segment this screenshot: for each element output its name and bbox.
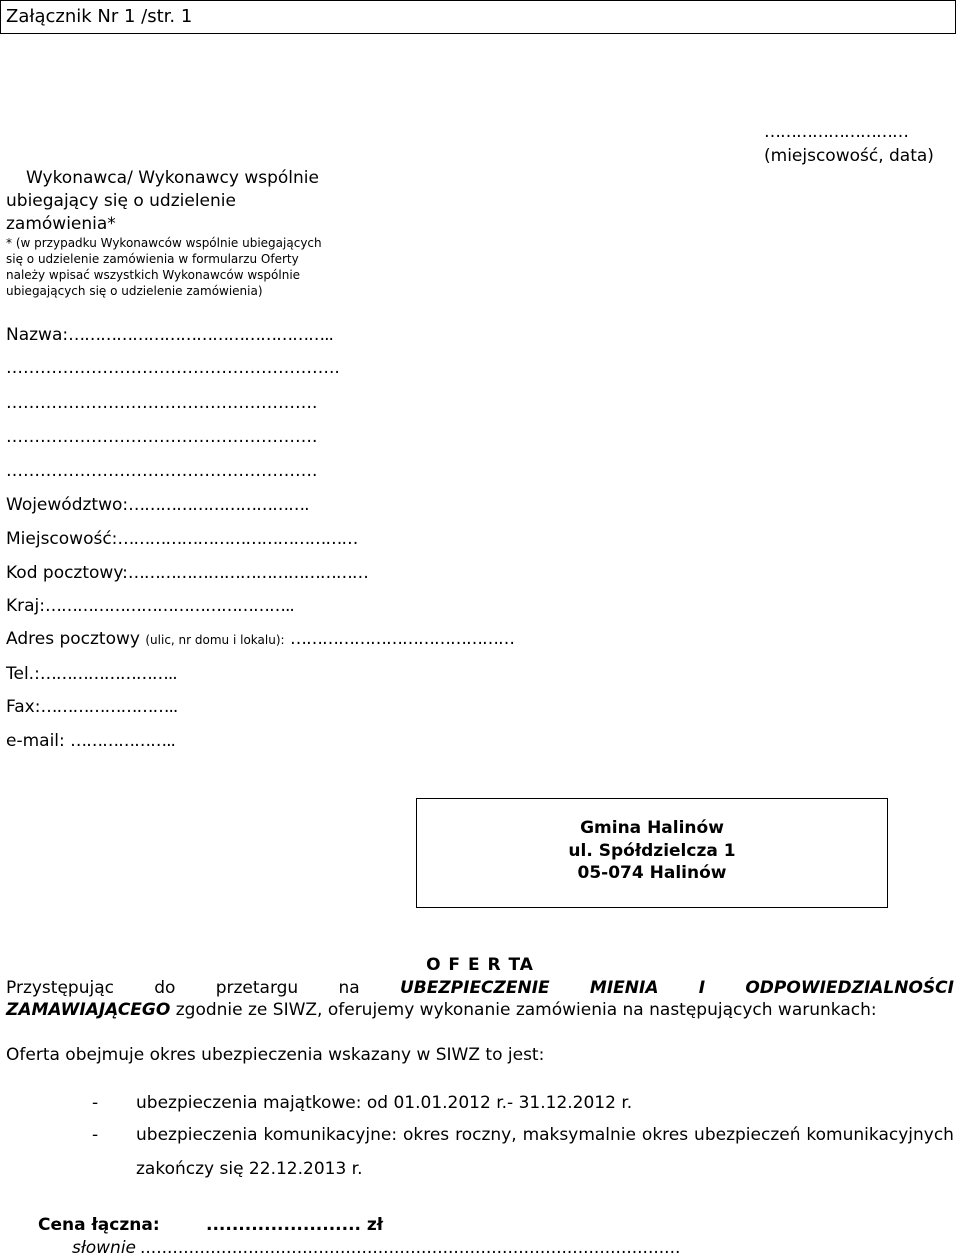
motor-word: maksymalnie <box>522 1125 636 1145</box>
email-dots: ……………….. <box>70 731 175 751</box>
contractor-note-line4: ubiegających się o udzielenie zamówienia) <box>6 284 263 298</box>
postcode-dots: ……………………………………… <box>127 563 368 583</box>
motor-word: roczny, <box>455 1125 517 1145</box>
intro-word: do <box>154 978 176 998</box>
name-field[interactable] <box>6 325 333 345</box>
contractor-note-line3: należy wpisać wszystkich Wykonawców wspólnie <box>6 268 301 282</box>
tel-field[interactable] <box>6 664 177 684</box>
offer-intro-line2 <box>6 1000 877 1020</box>
tel-label: Tel.: <box>6 664 40 684</box>
postcode-field[interactable] <box>6 563 368 583</box>
property-insurance-line: ubezpieczenia majątkowe: od 01.01.2012 r.- 31.12.2012 r. <box>136 1093 633 1113</box>
total-price-label: Cena łączna: <box>38 1215 160 1235</box>
insurance-period-line: Oferta obejmuje okres ubezpieczenia wskazany w SIWZ to jest: <box>6 1045 545 1065</box>
voivodeship-label: Województwo: <box>6 495 129 515</box>
name-continuation-3[interactable]: ………………………………………………. <box>6 427 318 447</box>
city-label: Miejscowość: <box>6 529 118 549</box>
country-label: Kraj: <box>6 596 46 616</box>
motor-word: ubezpieczeń <box>694 1125 801 1145</box>
fax-label: Fax: <box>6 697 41 717</box>
email-field[interactable] <box>6 731 175 751</box>
name-continuation-2[interactable]: ………………………………………………. <box>6 393 318 413</box>
contractor-heading: Wykonawca/ Wykonawcy wspólnie <box>26 168 319 188</box>
contractor-note-line1: * (w przypadku Wykonawców wspólnie ubiegających <box>6 236 322 250</box>
name-continuation-4[interactable]: ………………………………………………. <box>6 461 318 481</box>
recipient-name: Gmina Halinów <box>580 818 724 838</box>
recipient-street: ul. Spółdzielcza 1 <box>568 841 736 861</box>
intro-bold-word: ODPOWIEDZIALNOŚCI <box>745 978 954 998</box>
offer-title: O F E R TA <box>426 955 534 975</box>
in-words-label: słownie <box>72 1238 136 1258</box>
intro-bold-word: ZAMAWIAJĄCEGO <box>6 1000 171 1020</box>
voivodeship-field[interactable] <box>6 495 309 515</box>
motor-word: komunikacyjnych <box>806 1125 954 1145</box>
postcode-label: Kod pocztowy: <box>6 563 128 583</box>
postal-address-label: Adres pocztowy <box>6 629 140 649</box>
date-placeholder: ……………………… <box>764 122 908 142</box>
intro-bold-word: MIENIA <box>589 978 659 998</box>
bullet-dash: - <box>92 1125 99 1145</box>
date-label: (miejscowość, data) <box>764 146 934 166</box>
intro-word: Przystępując <box>6 978 114 998</box>
fax-dots: …………………….. <box>40 697 178 717</box>
tel-dots: …………………….. <box>39 664 177 684</box>
in-words-value[interactable]: .................................................................................................... <box>140 1238 681 1258</box>
motor-word: ubezpieczenia <box>136 1125 258 1145</box>
total-price-value[interactable]: ........................ zł <box>206 1215 384 1235</box>
motor-word: okres <box>641 1125 689 1145</box>
motor-word: komunikacyjne: <box>263 1125 398 1145</box>
fax-field[interactable] <box>6 697 177 717</box>
motor-word: okres <box>402 1125 450 1145</box>
postal-address-dots: …………………………………… <box>289 629 514 649</box>
email-label: e-mail: <box>6 731 65 751</box>
voivodeship-dots: ……………………………. <box>128 495 309 515</box>
offer-intro-line1 <box>6 978 954 998</box>
intro-word: przetargu <box>215 978 299 998</box>
intro-word: na <box>338 978 360 998</box>
city-dots: ……………………………………… <box>117 529 358 549</box>
attachment-header: Załącznik Nr 1 /str. 1 <box>6 6 193 27</box>
postal-address-hint: (ulic, nr domu i lokalu): <box>145 633 285 647</box>
intro-rest: zgodnie ze SIWZ, oferujemy wykonanie zamówienia na następujących warunkach: <box>170 1000 877 1020</box>
name-continuation-1[interactable]: ………………………………………………….. <box>6 358 340 378</box>
intro-bold-word: I <box>698 978 706 998</box>
country-dots: ……………………………………….. <box>45 596 294 616</box>
city-field[interactable] <box>6 529 357 549</box>
country-field[interactable] <box>6 596 294 616</box>
recipient-city: 05-074 Halinów <box>577 863 727 883</box>
motor-insurance-end: zakończy się 22.12.2013 r. <box>136 1159 363 1179</box>
bullet-dash: - <box>92 1093 99 1113</box>
name-dots: ………………………………………….. <box>68 325 333 345</box>
motor-insurance-line <box>136 1125 954 1145</box>
contractor-heading-line2: ubiegający się o udzielenie <box>6 191 236 211</box>
contractor-heading-line3: zamówienia* <box>6 214 116 234</box>
postal-address-field[interactable] <box>6 629 514 649</box>
contractor-note-line2: się o udzielenie zamówienia w formularzu Oferty <box>6 252 299 266</box>
name-label: Nazwa: <box>6 325 69 345</box>
intro-bold-word: UBEZPIECZENIE <box>399 978 550 998</box>
